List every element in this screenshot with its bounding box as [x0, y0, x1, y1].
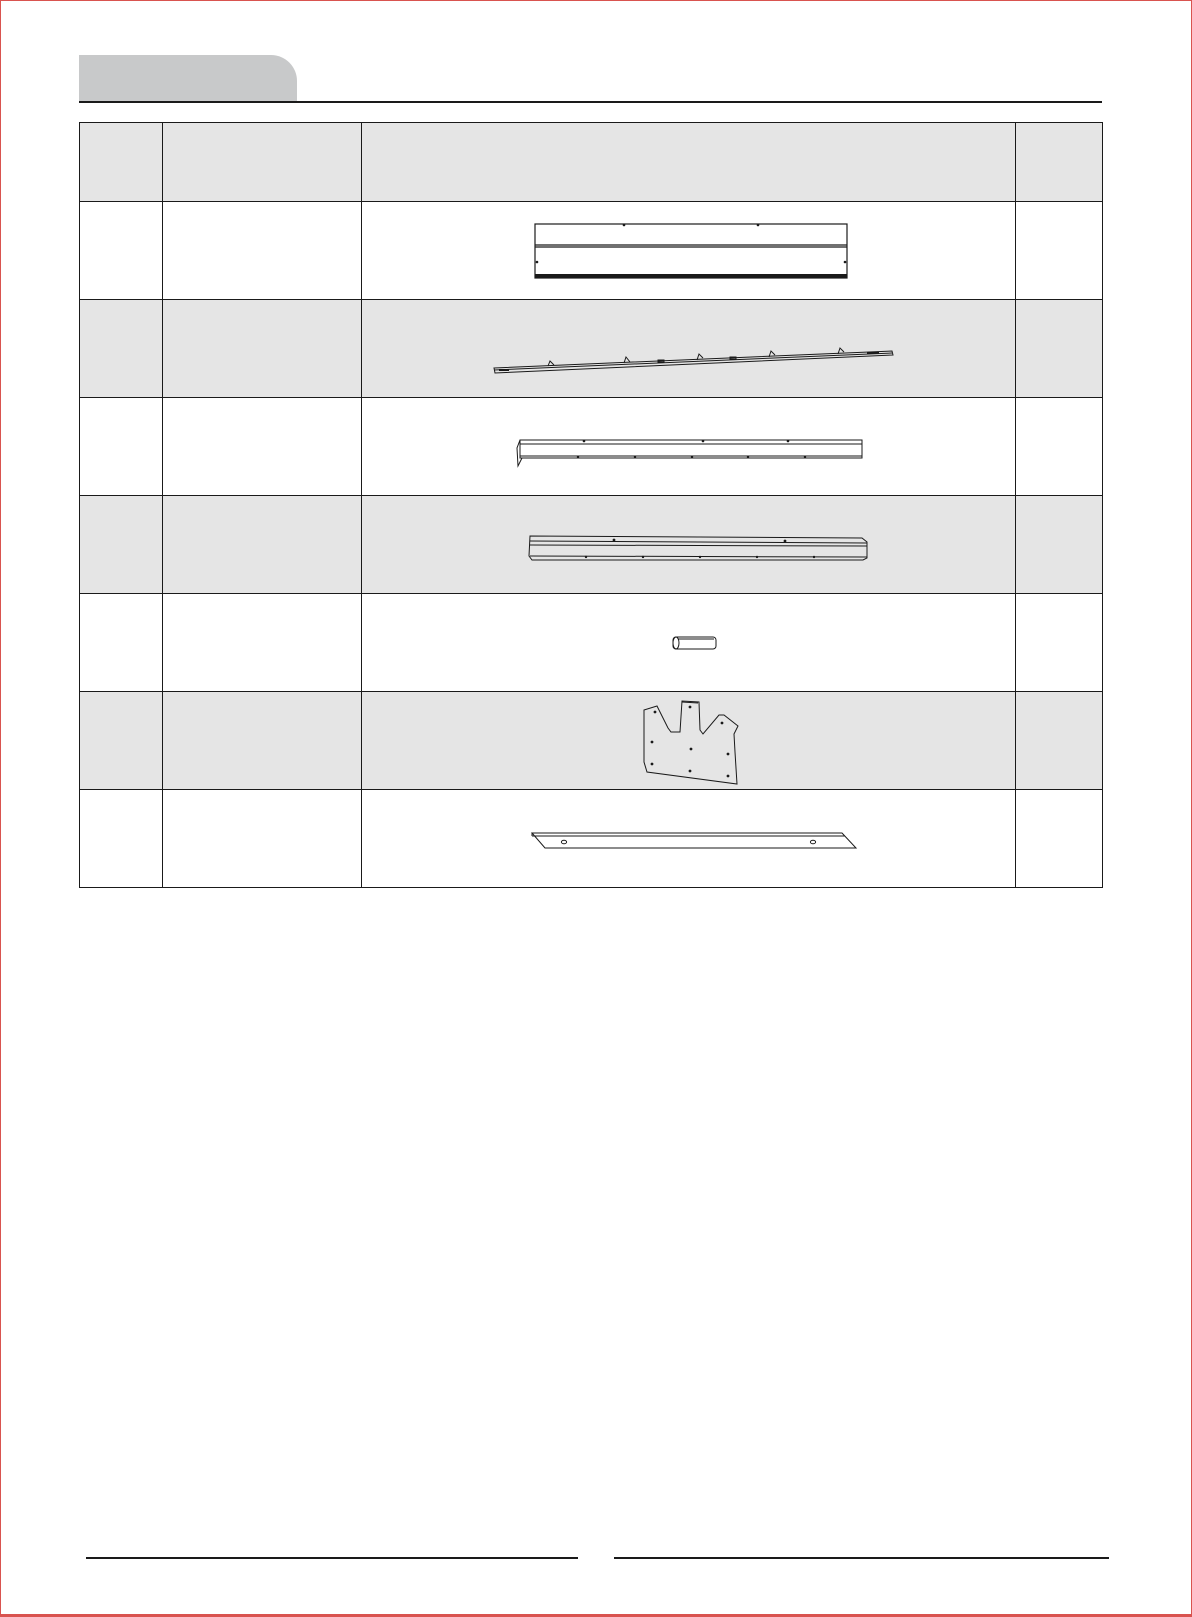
part-quantity-cell	[1016, 202, 1103, 300]
header-rule	[79, 101, 1102, 103]
part-drawing-cell	[362, 496, 1016, 594]
part-quantity-cell	[1016, 790, 1103, 888]
part-number-cell	[80, 202, 163, 300]
part-drawing-cell	[362, 300, 1016, 398]
footer-rule-left	[86, 1557, 578, 1559]
part-quantity-cell	[1016, 692, 1103, 790]
part-name-cell	[163, 300, 362, 398]
part-number-cell	[80, 692, 163, 790]
gusset-plate-icon	[362, 692, 1016, 789]
part-quantity-cell	[1016, 496, 1103, 594]
part-quantity-cell	[1016, 594, 1103, 692]
table-row	[80, 496, 1103, 594]
part-name-cell	[163, 202, 362, 300]
part-name-cell	[163, 398, 362, 496]
part-quantity-cell	[1016, 300, 1103, 398]
part-name-cell	[163, 692, 362, 790]
table-row	[80, 398, 1103, 496]
part-drawing-cell	[362, 398, 1016, 496]
footer-rule-right	[614, 1557, 1109, 1559]
part-drawing-cell	[362, 790, 1016, 888]
part-name-cell	[163, 594, 362, 692]
angle-rail-icon	[362, 398, 1016, 495]
table-row	[80, 202, 1103, 300]
part-number-cell	[80, 790, 163, 888]
part-name-cell	[163, 496, 362, 594]
table-header-row	[80, 123, 1103, 202]
part-drawing-cell	[362, 202, 1016, 300]
header-cell-quantity	[1016, 123, 1103, 202]
tube-spacer-icon	[362, 594, 1016, 691]
part-number-cell	[80, 496, 163, 594]
header-cell-number	[80, 123, 163, 202]
parts-table	[79, 122, 1103, 888]
part-drawing-cell	[362, 594, 1016, 692]
part-number-cell	[80, 594, 163, 692]
channel-rail-icon	[362, 496, 1016, 593]
part-drawing-cell	[362, 692, 1016, 790]
part-number-cell	[80, 300, 163, 398]
header-cell-drawing	[362, 123, 1016, 202]
part-name-cell	[163, 790, 362, 888]
part-number-cell	[80, 398, 163, 496]
table-row	[80, 692, 1103, 790]
table-row	[80, 300, 1103, 398]
angle-bar-icon	[362, 790, 1016, 887]
header-cell-name	[163, 123, 362, 202]
table-row	[80, 594, 1103, 692]
table-row	[80, 790, 1103, 888]
section-tab	[79, 55, 297, 102]
panel-icon	[362, 202, 1016, 299]
part-quantity-cell	[1016, 398, 1103, 496]
slotted-strip-icon	[362, 300, 1016, 397]
